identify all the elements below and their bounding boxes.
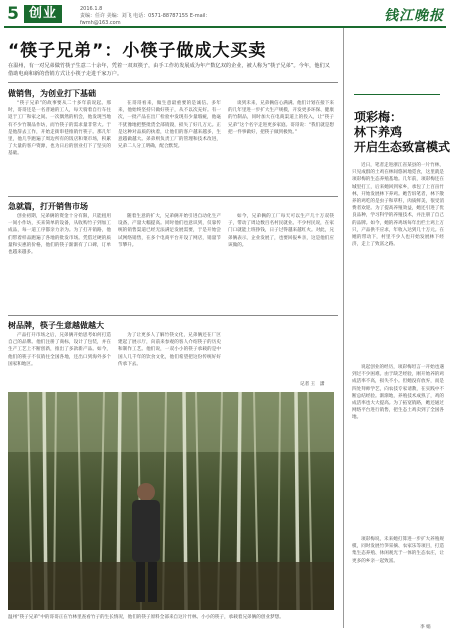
article-headline: “筷子兄弟”：小筷子做成大买卖 [8,41,267,61]
article-author: 记者 王 潇 [300,382,325,387]
masthead-meta [80,6,250,27]
column-1a [8,100,111,192]
paragraph: 为了让更多人了解竹筷文化，兄弟俩还在厂区建起了展示厅，向前来参观的客人介绍筷子的历史和制作工艺。他们说，一双小小的筷子承载的是中国人几千年的饮食文化，他们希望把这份传统好好传承下去。 [118,333,221,367]
section-label: 创业 [24,5,62,23]
divider [8,196,338,197]
newspaper-logo: 钱江晚报 [384,8,444,24]
paragraph: 创业初期，兄弟俩的资金十分有限，只能租用一间小作坊，买来简单的设备，从收购竹子到加工成品，每一道工序都亲力亲为。为了打开销路，他们带着样品跑遍了各地的批发市场。凭借过硬的质量和实惠的价格，他们的筷子渐渐有了口碑，订单也越来越多。 [8,214,111,256]
paragraph: 产品打开市场之后，兄弟俩开始思考如何打造自己的品牌。他们注册了商标，设计了包装，并在生产工艺上不断创新，推出了多款新产品。如今，他们的筷子不仅销往全国各地，还出口到海外多个国家和地区。 [8,333,111,367]
article-lead: 在温州，有一对兄弟做竹筷子生意二十余年，凭着一双双筷子，由手工作坊发展成为年产数亿双的企业，被人称为“筷子兄弟”。今年，他们又借助电商和新的营销方式让小筷子走进千家万户。 [8,63,330,77]
column-2c [118,332,221,388]
divider [8,82,338,83]
paragraph: 谈到未来，兄弟俩信心满满。他们计划在接下来的几年里进一步扩大生产规模，开发更多环保、健康的竹制品，同时加大在电商渠道上的投入，让“筷子兄弟”这个名字走进更多家庭。哥哥说：“我们就是想把一件事做好，把筷子做到极致。” [228,101,334,135]
paragraph: 随着生意的扩大，兄弟俩开始引进自动化生产设备，产量大幅提高。同时他们也意识到，仅靠传统的销售渠道已经无法满足发展需要，于是开始尝试网络销售，在多个电商平台开设了网店，销量节节攀升。 [118,214,221,248]
sidebar-headline-line: 项彩梅： [354,110,403,124]
sidebar-body-2 [352,364,444,532]
divider [8,315,338,316]
column-2a [118,100,221,192]
column-3c [228,332,334,380]
column-1c [8,332,111,388]
paragraph: 如今，兄弟俩的工厂每天可以生产几十万双筷子，带动了周边数百名村民就业。不少村民说，在家门口就能上班挣钱，日子过得越来越红火。对此，兄弟俩表示，企业发展了，也要回报乡亲，这是他们应该做的。 [228,214,334,248]
paragraph: 在哥哥看来，做生意最重要的是诚信。多年来，他始终坚持只做好筷子，从不以次充好。有一次，一批产品在出厂检验中发现有少量瑕疵，他毫不犹豫地把整批货全部销毁，损失了好几万元。正是这种对品质的执着，让他们的客户越来越多，生意越做越大。弟弟则负责工厂的管理和技术改进，兄弟二人分工明确，配合默契。 [118,101,221,150]
column-1b [8,213,111,311]
section-title-3: 树品牌，筷子生意越做越大 [8,321,104,330]
bamboo-forest-image [8,392,334,610]
section-title-1: 做销售，为创业打下基础 [8,89,96,98]
masthead [4,4,446,28]
sidebar-body-1 [352,162,444,360]
column-3b [228,213,334,311]
paragraph: 说起创业的经历，项彩梅坦言一开始也遇到过不少困难。由于缺乏经验，刚开始养的鸡成活率不高，损失不小。但她没有放弃，而是四处拜师学艺，向农技专家请教，在实践中不断总结经验。渐渐地，养殖技术成熟了，鸡的成活率也大大提高。为了拓宽销路，她还通过网络平台进行销售，把生态土鸡卖到了全国各地。 [352,365,444,421]
section-title-2: 急就篇，打开销售市场 [8,202,88,211]
sidebar-author: 李 娟 [420,625,431,630]
column-2b [118,213,221,311]
column-3a [228,100,334,192]
paragraph: 近日，笔者走进浙江省某县的一片竹林，只见成群的土鸡在林间悠闲地觅食，这里就是项彩梅的生态养殖基地。几年前，项彩梅还在城里打工，后来她回到家乡，承包了上百亩竹林，开始发展林下养鸡。她告诉笔者，林下散养的鸡吃的是虫子和草籽，肉质鲜美，很受消费者欢迎。为了提高养殖效益，她还引进了优良品种，学习科学的养殖技术，并注册了自己的品牌。如今，她的养鸡场每年出栏土鸡上万只，产品供不应求，年收入达到几十万元。在她的带动下，村里不少人也开始发展林下经济，走上了致富之路。 [352,163,444,248]
sidebar-headline [354,110,450,155]
editor-contact: 责编：任许 美编：刘飞 电话：0571-88787155 E-mail：fwmh@163.com [80,13,211,26]
article-photo [8,392,334,610]
paragraph: “筷子兄弟”的故事要从二十多年前说起。那时，哥哥还是一名普通的工人，每天骑着自行车往返于工厂和家之间。一次偶然的机会，他发现当地有不少竹制品作坊，而竹筷子的需求量非常大。于是他辞去工作，开始走街串巷推销竹筷子。那几年里，他几乎跑遍了周边所有的饭店和菜市场，积累了大量的客户资源，也为日后的创业打下了坚实的基础。 [8,101,111,157]
sidebar-body-3 [352,536,444,620]
photo-caption: 温州“筷子兄弟”中的哥哥正在竹林里查看竹子的生长情况，他们的筷子原料全部来自这片竹林。小小的筷子，承载着兄弟俩的创业梦想。 [8,615,284,620]
page-number: 5 [4,5,22,23]
column-divider [343,28,344,628]
issue-date: 2016.1.8 [80,6,103,12]
sidebar-rule [354,94,440,95]
paragraph: 项彩梅说，未来她打算进一步扩大养殖规模，同时发展竹笋采摘、农家乐等项目，打造集生态养殖、休闲观光于一体的生态农庄，让更多的乡亲一起致富。 [352,537,444,564]
sidebar-headline-line: 林下养鸡 [354,125,403,139]
sidebar-headline-line: 开启生态致富模式 [354,140,450,154]
